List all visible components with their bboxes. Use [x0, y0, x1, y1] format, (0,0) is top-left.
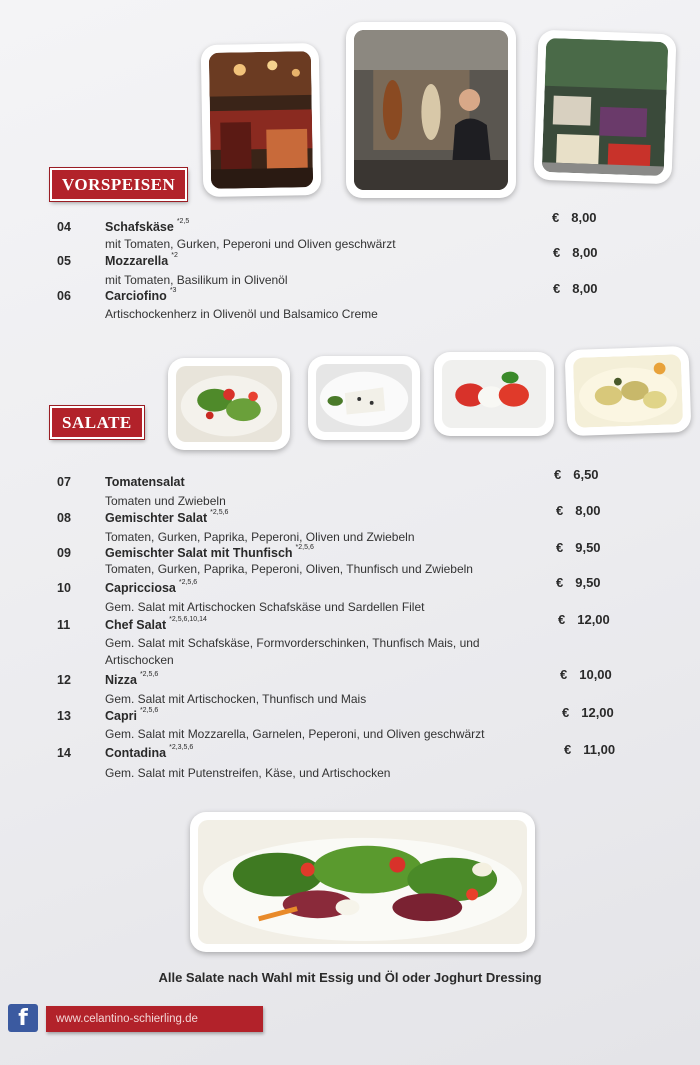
dressing-note: Alle Salate nach Wahl mit Essig und Öl oder Joghurt Dressing	[158, 970, 542, 985]
currency-symbol: €	[560, 667, 568, 682]
item-allergens: *2,3,5,6	[169, 744, 194, 751]
item-price	[556, 540, 601, 555]
item-allergens: *2,5,6	[139, 707, 159, 714]
item-number: 08	[57, 511, 71, 525]
item-description: Tomaten, Gurken, Paprika, Peperoni, Oliven, Thunfisch und Zwiebeln	[105, 562, 473, 576]
feta-photo	[308, 356, 420, 440]
restaurant-interior-photo	[201, 43, 322, 197]
price-value: 10,00	[579, 667, 612, 682]
chef-doner-photo	[346, 22, 516, 198]
item-price	[552, 210, 597, 225]
price-value: 8,00	[572, 245, 598, 260]
mixed-salad-photo	[168, 358, 290, 450]
item-number: 12	[57, 673, 71, 687]
item-price	[556, 503, 601, 518]
item-name	[105, 618, 207, 632]
facebook-glyph: f	[18, 1006, 28, 1031]
item-name	[105, 475, 185, 489]
item-allergens: *2,5,6	[210, 509, 229, 516]
item-name-text: Tomatensalat	[105, 475, 185, 489]
item-description: Tomaten und Zwiebeln	[105, 494, 226, 508]
item-name	[105, 220, 189, 234]
price-value: 8,00	[575, 503, 601, 518]
item-name	[105, 709, 158, 723]
caprese-photo	[434, 352, 554, 436]
item-number: 14	[57, 746, 71, 760]
item-name	[105, 289, 176, 303]
item-name-text: Chef Salat	[105, 618, 167, 632]
item-name	[105, 254, 178, 268]
currency-symbol: €	[562, 705, 570, 720]
item-description: Gem. Salat mit Putenstreifen, Käse, und Artischocken	[105, 766, 391, 780]
item-description: mit Tomaten, Basilikum in Olivenöl	[105, 273, 288, 287]
artichoke-photo	[565, 346, 692, 436]
item-name	[105, 546, 314, 560]
price-value: 8,00	[571, 210, 597, 225]
item-price	[553, 281, 598, 296]
item-name-text: Capri	[105, 709, 137, 723]
price-value: 12,00	[581, 705, 614, 720]
currency-symbol: €	[556, 503, 564, 518]
item-description: mit Tomaten, Gurken, Peperoni und Oliven geschwärzt	[105, 237, 396, 251]
price-value: 12,00	[577, 612, 610, 627]
item-allergens: *2,5,6	[139, 671, 159, 678]
price-value: 8,00	[572, 281, 598, 296]
item-price	[554, 467, 599, 482]
item-price	[556, 575, 601, 590]
item-price	[562, 705, 614, 720]
item-name-text: Capricciosa	[105, 581, 176, 595]
item-description: Gem. Salat mit Schafskäse, Formvorderschinken, Thunfisch Mais, und Artischocken	[105, 636, 480, 667]
item-name	[105, 746, 193, 760]
item-number: 07	[57, 475, 71, 489]
currency-symbol: €	[553, 245, 561, 260]
item-price	[564, 742, 615, 757]
item-allergens: *2,5,6	[295, 544, 314, 551]
currency-symbol: €	[556, 575, 564, 590]
price-value: 9,50	[575, 575, 601, 590]
item-allergens: *3	[169, 287, 177, 294]
item-name	[105, 511, 228, 525]
item-name-text: Contadina	[105, 746, 167, 760]
item-name-text: Schafskäse	[105, 220, 174, 234]
item-number: 05	[57, 254, 71, 268]
item-allergens: *2	[171, 252, 178, 259]
item-name-text: Nizza	[105, 673, 137, 687]
item-allergens: *2,5,6	[178, 579, 198, 586]
item-price	[560, 667, 612, 682]
item-description: Gem. Salat mit Artischocken, Thunfisch und Mais	[105, 692, 367, 706]
currency-symbol: €	[553, 281, 561, 296]
large-salad-photo	[190, 812, 535, 952]
item-name	[105, 673, 158, 687]
item-description: Tomaten, Gurken, Paprika, Peperoni, Oliven und Zwiebeln	[105, 530, 415, 544]
currency-symbol: €	[552, 210, 560, 225]
website-link[interactable]: www.celantino-schierling.de	[46, 1006, 263, 1032]
item-number: 13	[57, 709, 71, 723]
item-description: Artischockenherz in Olivenöl und Balsamico Creme	[105, 307, 378, 321]
price-value: 6,50	[573, 467, 599, 482]
facebook-icon[interactable]	[8, 1004, 38, 1032]
currency-symbol: €	[554, 467, 562, 482]
item-number: 10	[57, 581, 71, 595]
item-allergens: *2,5	[176, 218, 190, 225]
price-value: 9,50	[575, 540, 601, 555]
item-name-text: Gemischter Salat	[105, 511, 208, 525]
currency-symbol: €	[556, 540, 564, 555]
item-name-text: Mozzarella	[105, 254, 169, 268]
item-name	[105, 581, 197, 595]
item-number: 11	[57, 618, 71, 632]
section-title-vorspeisen: VORSPEISEN	[50, 168, 187, 201]
section-title-salate: SALATE	[50, 406, 144, 439]
item-description: Gem. Salat mit Artischocken Schafskäse und Sardellen Filet	[105, 600, 425, 614]
item-description: Gem. Salat mit Mozzarella, Garnelen, Peperoni, und Oliven geschwärzt	[105, 727, 485, 741]
item-price	[558, 612, 610, 627]
price-value: 11,00	[583, 742, 616, 757]
currency-symbol: €	[558, 612, 566, 627]
item-number: 06	[57, 289, 71, 303]
buffet-photo	[533, 30, 676, 185]
item-name-text: Carciofino	[105, 289, 167, 303]
currency-symbol: €	[564, 742, 572, 757]
item-name-text: Gemischter Salat mit Thunfisch	[105, 546, 293, 560]
item-number: 04	[57, 220, 71, 234]
item-price	[553, 245, 598, 260]
item-number: 09	[57, 546, 71, 560]
item-allergens: *2,5,6,10,14	[169, 616, 207, 623]
